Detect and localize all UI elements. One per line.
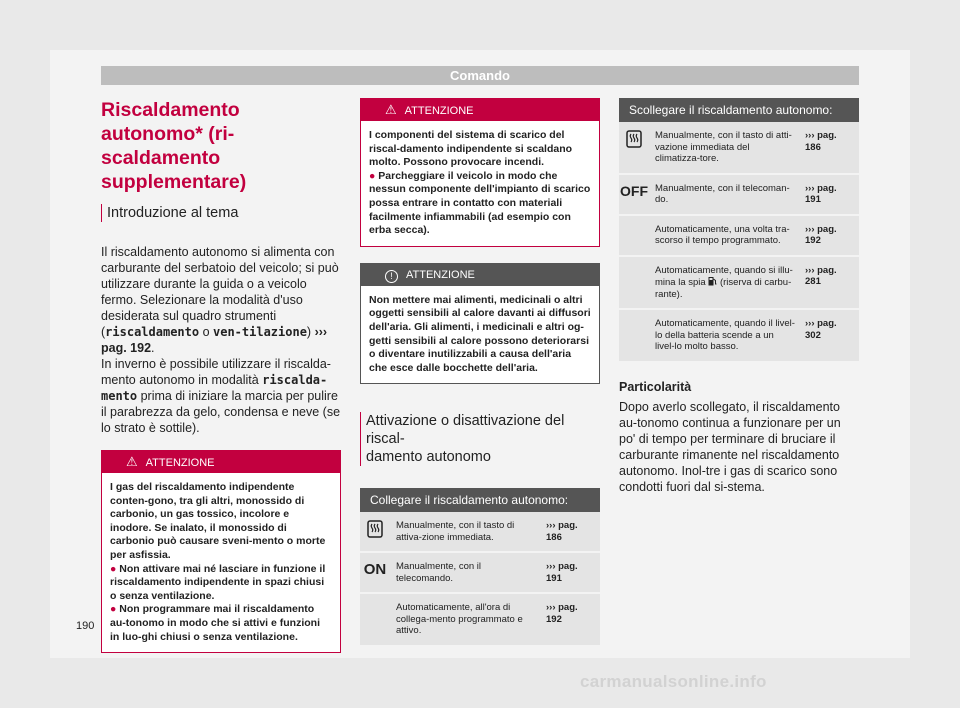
warning-header: ⚠ ATTENZIONE — [361, 99, 599, 121]
page-reference[interactable]: ››› pag. 191 — [805, 182, 837, 205]
heater-button-icon — [367, 520, 383, 538]
table-header: Collegare il riscaldamento autonomo: — [360, 488, 600, 512]
table-row: OFF Manualmente, con il telecoman-do. ››› pag. 191 — [619, 175, 859, 216]
warning-body: I gas del riscaldamento indipendente conten-gono, tra gli altri, monossido di carbonio, un gas tossico, incolore e inodore. Se inalato, il monossido di carbonio può causare sveni-mento o morte per asfissia. ● Non attivare mai né lasciare in funzione il riscaldamento indipendente in spazi chiusi o senza ventilazione. ● Non programmare mai il riscaldamento au-tonomo in modo che si attivi e funzioni in luo-ghi chiusi o senza ventilazione. — [102, 473, 340, 652]
connect-table — [360, 488, 600, 647]
heater-button-icon — [626, 130, 642, 148]
page-reference[interactable]: ››› pag. 186 — [546, 520, 578, 543]
section-title: Attivazione o disattivazione del riscal- damento autonomo — [366, 413, 565, 466]
column-2 — [360, 98, 600, 647]
table-row: ON Manualmente, con il telecomando. ››› pag. 191 — [360, 553, 600, 594]
particolarita-paragraph: Dopo averlo scollegato, il riscaldamento au-tonomo continua a funzionare per un po' di tempo per terminare di bruciare il carburante rimanente nel riscaldamento autonomo. Inol-tre i gas di scarico sono condotti fuori dal si-stema. — [619, 399, 841, 494]
info-circle-icon: ! — [385, 270, 398, 283]
disconnect-table — [619, 98, 859, 363]
watermark: carmanualsonline.info — [580, 672, 767, 691]
page-title: Riscaldamento autonomo* (ri- scaldamento supplementare) — [101, 99, 247, 193]
warning-box-exhaust — [360, 98, 600, 247]
table-row: Automaticamente, quando si illu-mina la spia (riserva di carbu-rante). ››› pag. 281 — [619, 257, 859, 311]
warning-bullet: ● Non attivare mai né lasciare in funzione il riscaldamento indipendente in spazi chiusi o senza ventilazione. — [110, 562, 326, 602]
subtitle: Introduzione al tema — [107, 205, 239, 221]
warning-bullet: ● Parcheggiare il veicolo in modo che nessun componente dell'impianto di scarico possa entrare in contatto con materiali facilmente infiammabili (ad esempio con erba secca). — [369, 169, 591, 237]
warning-box-food — [360, 263, 600, 385]
column-1 — [101, 98, 341, 653]
subtitle-wrap — [101, 204, 341, 222]
particolarita-title: Particolarità — [619, 379, 692, 394]
warning-body: I componenti del sistema di scarico del riscal-damento indipendente si scaldano molto. Possono provocare incendi. ● Parcheggiare il veicolo in modo che nessun componente dell'impianto di scarico possa entrare in contatto con materiali facilmente infiammabili (ad esempio con erba secca). — [369, 129, 591, 237]
warning-triangle-icon: ⚠ — [385, 102, 397, 117]
page-number: 190 — [76, 620, 95, 632]
off-label-icon: OFF — [620, 182, 648, 199]
page-reference[interactable]: ››› pag. 192 — [805, 223, 837, 246]
section-header: Comando — [101, 66, 859, 85]
column-3 — [619, 98, 859, 495]
fuel-pump-icon — [708, 276, 717, 286]
page-reference[interactable]: ››› pag. 192 — [101, 325, 328, 355]
page-reference[interactable]: ››› pag. 186 — [805, 130, 837, 153]
table-row: Automaticamente, quando il livel-lo della batteria scende a un livel-lo molto basso. ››› pag. 302 — [619, 310, 859, 363]
warning-box-gas — [101, 450, 341, 653]
table-row: Manualmente, con il tasto di attiva-zione immediata. ››› pag. 186 — [360, 512, 600, 553]
warning-bullet: ● Non programmare mai il riscaldamento au-tonomo in modo che si attivi e funzioni in luo-ghi chiusi o senza ventilazione. — [110, 603, 320, 643]
on-label-icon: ON — [363, 561, 387, 579]
table-row: Automaticamente, all'ora di collega-mento programmato e attivo. ››› pag. 192 — [360, 594, 600, 647]
warning-triangle-icon: ⚠ — [126, 454, 138, 469]
page-reference[interactable]: ››› pag. 191 — [546, 561, 578, 584]
section-title-wrap — [360, 412, 600, 466]
page-reference[interactable]: ››› pag. 281 — [805, 264, 837, 287]
table-row: Manualmente, con il tasto di atti-vazione immediata del climatizza-tore. ››› pag. 186 — [619, 122, 859, 175]
table-header: Scollegare il riscaldamento autonomo: — [619, 98, 859, 122]
page-reference[interactable]: ››› pag. 302 — [805, 318, 837, 341]
winter-paragraph: In inverno è possibile utilizzare il riscalda-mento autonomo in modalità riscalda-mento prima di iniziare la marcia per pulire il parabrezza da gelo, condensa e neve (se lo strato è sottile). — [101, 357, 341, 435]
note-header: ! ATTENZIONE — [361, 264, 599, 286]
warning-header: ⚠ ATTENZIONE — [102, 451, 340, 473]
page-reference[interactable]: ››› pag. 192 — [546, 602, 578, 625]
note-body: Non mettere mai alimenti, medicinali o altri oggetti sensibili al calore davanti ai diffusori dell'aria. Gli alimenti, i medicinali e altri og-getti sensibili al calore possono deteriorarsi o diventare inutilizzabili a causa dell'aria che esce dalle bocchette dell'aria. — [369, 293, 591, 374]
intro-paragraph: Il riscaldamento autonomo si alimenta con carburante del serbatoio del veicolo; si può utilizzare durante la guida o a veicolo fermo. Selezionare la modalità d'uso desiderata sul quadro strumenti (riscaldamento o ven-tilazione) ››› pag. 192. — [101, 245, 339, 355]
table-row: Automaticamente, una volta tra-scorso il tempo programmato. ››› pag. 192 — [619, 216, 859, 257]
